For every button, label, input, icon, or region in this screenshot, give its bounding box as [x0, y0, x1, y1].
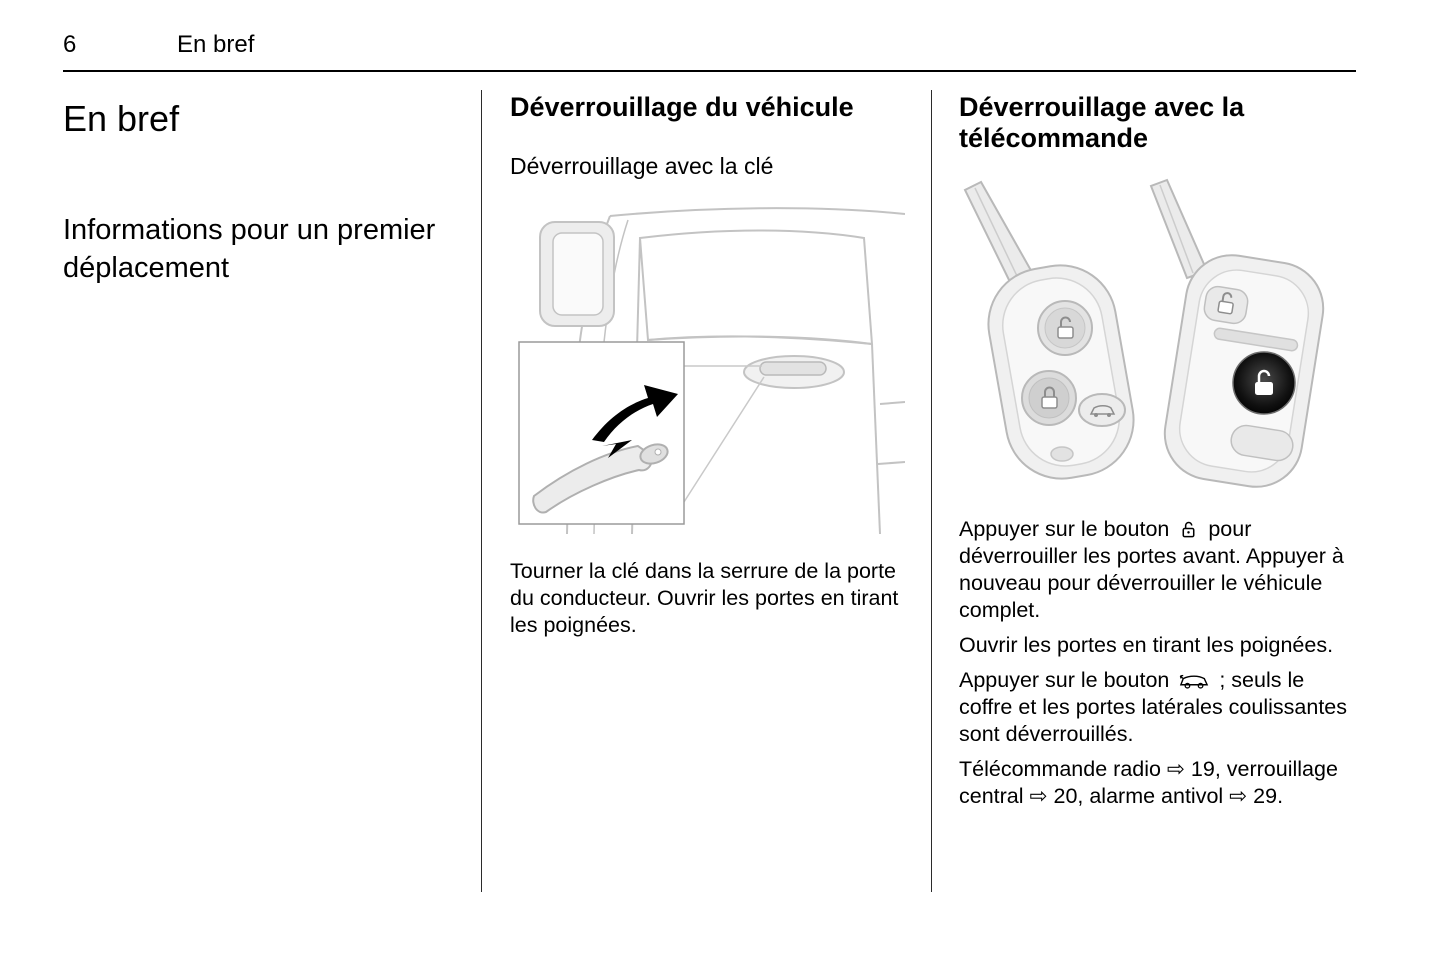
unlock-with-key-subheading: Déverrouillage avec la clé: [510, 153, 774, 180]
section-subtitle: Informations pour un premier déplacement: [63, 214, 436, 284]
side-mirror: [540, 222, 614, 326]
left-lock-button: [1022, 371, 1076, 425]
left-fob-led: [1051, 447, 1073, 461]
left-unlock-button: [1038, 301, 1092, 355]
van-door-illustration: [510, 202, 905, 534]
unlock-with-key-text: Tourner la clé dans la serrure de la porte du conducteur. Ouvrir les portes en tirant les poignées.: [510, 559, 899, 638]
right-key-blade: [1151, 180, 1207, 278]
cross-references: Télécommande radio ⇨ 19, verrouillage central ⇨ 20, alarme antivol ⇨ 29.: [959, 757, 1338, 809]
p1-text-after: pour déverrouiller les portes avant. Appuyer à nouveau pour déverrouiller le véhicule complet.: [959, 517, 1344, 623]
remote-unlock-column: [932, 72, 1356, 892]
p3-text-after: ; seuls le coffre et les portes latérales coulissantes sont déverrouillés.: [959, 668, 1347, 747]
remote-unlock-paragraph-3: [959, 667, 1356, 748]
handle-inset: [519, 342, 684, 524]
remote-unlock-paragraph-2: Ouvrir les portes en tirant les poignées.: [959, 633, 1334, 658]
page-number: 6: [63, 31, 77, 58]
left-key-fob: [965, 182, 1142, 488]
unlock-vehicle-heading: Déverrouillage du véhicule: [510, 92, 854, 122]
p1-text-before: Appuyer sur le bouton: [959, 517, 1170, 542]
remote-keys-drawing: [959, 176, 1356, 496]
content-columns: [63, 72, 1356, 892]
unlock-vehicle-column: [482, 72, 931, 892]
running-title: En bref: [177, 31, 255, 58]
intro-column: [63, 72, 481, 892]
page-header: [63, 0, 1356, 57]
remote-unlock-paragraph-1: [959, 516, 1356, 624]
unlock-button-icon: [1179, 520, 1198, 539]
section-title: En bref: [63, 98, 180, 139]
door-handle: [744, 356, 844, 388]
right-unlock-button-highlighted: [1233, 352, 1295, 414]
tailgate-unlock-button-icon: [1179, 672, 1209, 690]
left-tailgate-button: [1079, 394, 1125, 426]
van-door-drawing: [510, 202, 905, 534]
right-lock-button-top: [1203, 285, 1250, 325]
right-key-fob: [1151, 180, 1330, 493]
remote-unlock-heading: Déverrouillage avec la télécommande: [959, 92, 1245, 154]
left-key-blade: [965, 182, 1033, 284]
inset-pointer-lines: [684, 366, 764, 502]
p3-text-before: Appuyer sur le bouton: [959, 668, 1170, 693]
remote-keys-illustration: [959, 176, 1356, 496]
